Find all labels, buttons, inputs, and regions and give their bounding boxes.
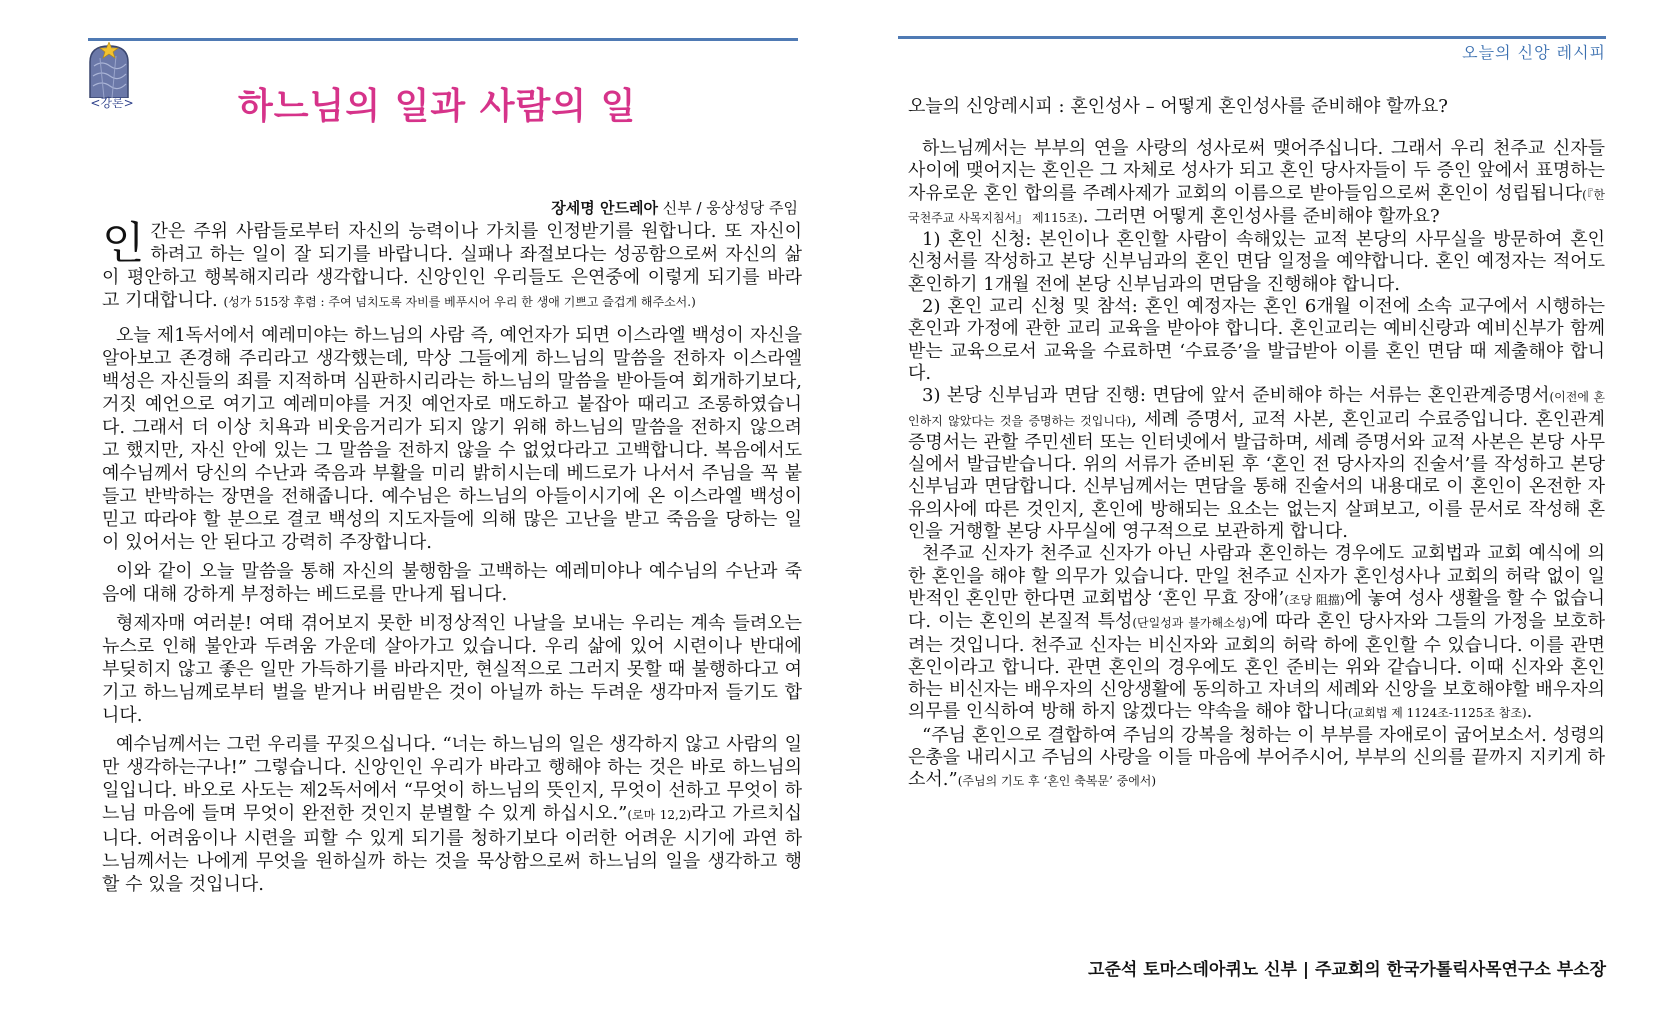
paragraph xyxy=(908,385,1605,543)
intro-text: 간은 주위 사람들로부터 자신의 능력이나 가치를 인정받기를 원합니다. 또 자신이 하려고 하는 일이 잘 되기를 바랍니다. 실패나 좌절보다는 성공함으로써 자신의 삶이 평안하고 행복해지리라 생각합니다. 신앙인인 우리들도 은연중에 이렇게 되기를 바라고 기대합니다. xyxy=(102,221,802,311)
author-name: 장세명 안드레아 xyxy=(551,199,658,217)
paragraph-text: 예수님께서는 그런 우리를 꾸짖으십니다. “너는 하느님의 일은 생각하지 않고 사람의 일만 생각하는구나!” 그렇습니다. 신앙인인 우리가 바라고 행해야 하는 것은 바로 하느님의 일입니다. 바오로 사도는 제2독서에서 “무엇이 하느님의 뜻인지, 무엇이 선하고 무엇이 하느님 마음에 들며 무엇이 완전한 것인지 분별할 수 있게 하십시오.” xyxy=(102,734,802,824)
left-page xyxy=(88,0,802,1020)
drop-cap: 인 xyxy=(102,218,145,269)
author-role: 신부 / 웅상성당 주임 xyxy=(662,199,798,217)
sermon-body xyxy=(102,220,802,902)
reference-note: (교회법 제 1124조-1125조 참조) xyxy=(1347,706,1527,721)
paragraph xyxy=(908,725,1605,793)
byline xyxy=(551,197,798,218)
paragraph: 2) 혼인 교리 신청 및 참석: 혼인 예정자는 혼인 6개월 이전에 소속 교구에서 시행하는 혼인과 가정에 관한 교리 교육을 받아야 합니다. 혼인교리는 예비신랑과 예비신부가 함께 받는 교육으로서 교육을 수료하면 ‘수료증’을 발급받아 이를 혼인 면담 때 제출해야 합니다. xyxy=(908,296,1605,384)
scripture-reference: (로마 12,2) xyxy=(627,808,692,822)
paragraph-text: 에 따라 혼인 당사자와 그들의 가정을 보호하려는 것입니다. 천주교 신자는 비신자와 교회의 허락 하에 혼인할 수 있습니다. 이를 관면혼인이라고 합니다. 관면 혼인의 경우에도 혼인 준비는 위와 같습니다. 이때 신자와 혼인하는 비신자는 배우자의 신앙생활에 동의하고 자녀의 세례와 신앙을 보호해야할 배우자의 의무를 인식하여 방해 하지 않겠다는 약속을 해야 합니다 xyxy=(908,611,1605,723)
cathedral-window-star-icon xyxy=(88,42,130,98)
reference-note: (단일성과 불가해소성) xyxy=(1132,616,1251,631)
article-title: 하느님의 일과 사람의 일 xyxy=(238,86,637,127)
paragraph-text: 천주교 신자가 천주교 신자가 아닌 사람과 혼인하는 경우에도 교회법과 교회 예식에 의한 혼인을 해야 할 의무가 있습니다. 만일 천주교 신자가 혼인성사나 교회의 허락 없이 일반적인 혼인만 한다면 교회법상 ‘혼인 무효 장애’ xyxy=(908,543,1605,609)
top-rule xyxy=(898,36,1606,39)
paragraph: 오늘 제1독서에서 예레미야는 하느님의 사람 즉, 예언자가 되면 이스라엘 백성이 자신을 알아보고 존경해 주리라고 생각했는데, 막상 그들에게 하느님의 말씀을 전하자 이스라엘 백성은 자신들의 죄를 지적하며 심판하시리라는 하느님의 말씀을 받아들여 회개하기보다, 거짓 예언으로 여기고 예레미야를 거짓 예언자로 매도하고 붙잡아 때리고 조롱하였습니다. 그래서 더 이상 치욕과 비웃음거리가 되지 않기 위해 하느님의 말씀을 전하지 않으려고 했지만, 자신 안에 있는 그 말씀을 전하지 않을 수 없었다라고 고백합니다. 복음에서도 예수님께서 당신의 수난과 죽음과 부활을 미리 밝히시는데 베드로가 나서서 주님을 꼭 붙들고 반박하는 장면을 전해줍니다. 예수님은 하느님의 아들이시기에 온 이스라엘 백성이 믿고 따라야 할 분으로 결코 백성의 지도자들에 의해 많은 고난을 받고 죽음을 당하는 일이 있어서는 안 된다고 강력히 주장합니다. xyxy=(102,325,802,553)
paragraph xyxy=(102,733,802,896)
author-footer: 고준석 토마스데아퀴노 신부 | 주교회의 한국가톨릭사목연구소 부소장 xyxy=(1088,960,1606,980)
recipe-body xyxy=(908,138,1605,793)
series-label: 오늘의 신앙 레시피 xyxy=(1462,43,1606,62)
paragraph-text: 라고 가르치십니다. 어려움이나 시련을 피할 수 있게 되기를 청하기보다 이러한 어려운 시기에 과연 하느님께서는 나에게 무엇을 원하실까 하는 것을 묵상함으로써 하느님의 일을 생각하고 행할 수 있을 것입니다. xyxy=(102,803,802,895)
paragraph: 형제자매 여러분! 여태 겪어보지 못한 비정상적인 나날을 보내는 우리는 계속 들려오는 뉴스로 인해 불안과 두려움 가운데 살아가고 있습니다. 우리 삶에 있어 시련이나 반대에 부딪히지 않고 좋은 일만 가득하기를 바라지만, 현실적으로 그러지 못할 때 불행하다고 여기고 하느님께로부터 벌을 받거나 버림받은 것이 아닐까 하는 두려운 생각마저 들기도 합니다. xyxy=(102,613,802,726)
hymn-note: (성가 515장 후렴 : 주여 넘치도록 자비를 베푸시어 우리 한 생애 기쁘고 즐겁게 해주소서.) xyxy=(223,295,696,309)
paragraph-text: . xyxy=(1526,701,1533,723)
recipe-title: 오늘의 신앙레시피 : 혼인성사 – 어떻게 혼인성사를 준비해야 할까요? xyxy=(908,96,1448,117)
reference-note: (주님의 기도 후 ‘혼인 축복문’ 중에서) xyxy=(957,774,1157,789)
paragraph xyxy=(908,543,1605,724)
reference-note: (조당 阻擋) xyxy=(1284,592,1345,607)
paragraph xyxy=(908,138,1605,229)
top-rule xyxy=(88,38,798,41)
paragraph-text: . 그러면 어떻게 혼인성사를 준비해야 할까요? xyxy=(1082,205,1440,227)
reference-note: (『한국천주교 사목지침서』 제115조) xyxy=(908,187,1605,225)
right-page xyxy=(898,0,1606,1020)
prayer-quote: “주님 혼인으로 결합하여 주님의 강복을 청하는 이 부부를 자애로이 굽어보소서. 성령의 은총을 내리시고 주님의 사랑을 이들 마음에 부어주시어, 부부의 신의를 끝까지 지키게 하소서.” xyxy=(908,724,1605,791)
paragraph-text: 하느님께서는 부부의 연을 사랑의 성사로써 맺어주십니다. 그래서 우리 천주교 신자들 사이에 맺어지는 혼인은 그 자체로 성사가 되고 혼인 당사자들이 두 증인 앞에서 표명하는 자유로운 혼인 합의를 주례사제가 교회의 이름으로 받아들임으로써 혼인이 성립됩니다 xyxy=(908,138,1605,204)
paragraph: 1) 혼인 신청: 본인이나 혼인할 사람이 속해있는 교적 본당의 사무실을 방문하여 혼인 신청서를 작성하고 본당 신부님과의 혼인 면담 일정을 예약합니다. 혼인 예정자는 적어도 혼인하기 1개월 전에 본당 신부님과의 면담을 진행해야 합니다. xyxy=(908,229,1605,295)
paragraph: 이와 같이 오늘 말씀을 통해 자신의 불행함을 고백하는 예레미야나 예수님의 수난과 죽음에 대해 강하게 부정하는 베드로를 만나게 됩니다. xyxy=(102,561,802,605)
paragraph-text: 에 놓여 성사 생활을 할 수 없습니다. 이는 혼인의 본질적 특성 xyxy=(908,587,1605,633)
reference-note: (이전에 혼인하지 않았다는 것을 증명하는 것입니다) xyxy=(908,390,1606,428)
paragraph-text: , 세례 증명서, 교적 사본, 혼인교리 수료증입니다. 혼인관계 증명서는 관할 주민센터 또는 인터넷에서 발급하며, 세례 증명서와 교적 사본은 본당 사무실에서 발급받습니다. 위의 서류가 준비된 후 ‘혼인 전 당사자의 진술서’를 작성하고 본당 신부님과 면담합니다. 신부님께서는 면담을 통해 진술서의 내용대로 이 혼인이 온전한 자유의사에 따른 것인지, 혼인에 방해되는 요소는 없는지 살펴보고, 이를 문서로 작성해 혼인을 거행할 본당 사무실에 영구적으로 보관하게 합니다. xyxy=(908,408,1605,543)
intro-paragraph xyxy=(102,220,802,314)
logo-caption: <강론> xyxy=(90,96,134,110)
paragraph-text: 3) 본당 신부님과 면담 진행: 면담에 앞서 준비해야 하는 서류는 혼인관계증명서 xyxy=(922,385,1550,407)
